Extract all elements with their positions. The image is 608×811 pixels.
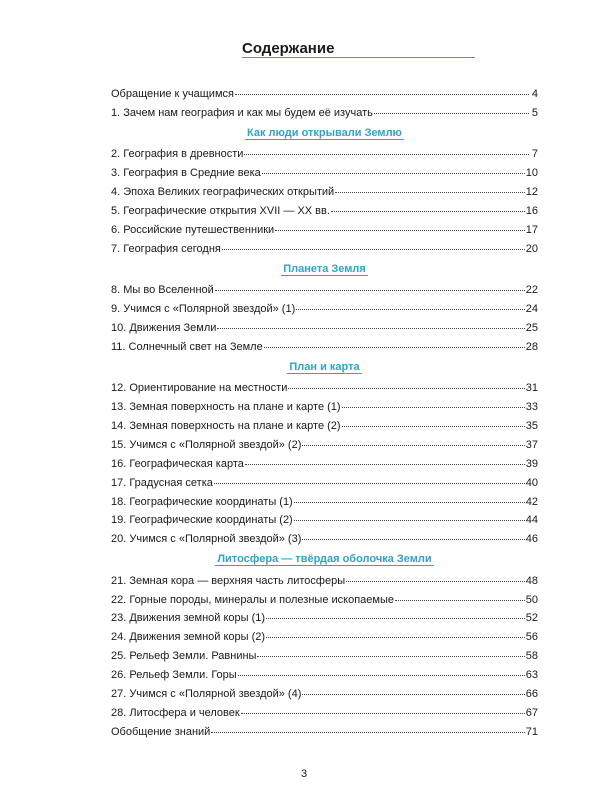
- toc-entry-page: 71: [525, 725, 538, 738]
- dot-leader: [211, 720, 524, 733]
- toc-entry-page: 63: [525, 669, 538, 682]
- dot-leader: [346, 569, 525, 582]
- dot-leader: [241, 701, 525, 714]
- dot-leader: [288, 376, 524, 389]
- toc-entry-label: 26. Рельеф Земли. Горы: [111, 669, 237, 682]
- dot-leader: [266, 625, 525, 638]
- toc-entry: [111, 722, 538, 741]
- toc-entry-label: 28. Литосфера и человек: [111, 706, 240, 719]
- table-of-contents: [111, 84, 538, 741]
- toc-entry-page: 12: [525, 186, 538, 199]
- toc-entry-page: 31: [525, 382, 538, 395]
- toc-entry: [111, 529, 538, 548]
- toc-entry-label: 15. Учимся с «Полярной звездой» (2): [111, 438, 302, 451]
- toc-entry-label: Обращение к учащимся: [111, 88, 234, 100]
- toc-entry-page: 66: [525, 688, 538, 701]
- dot-leader: [294, 490, 525, 503]
- toc-entry-page: 50: [525, 593, 538, 606]
- toc-section: [111, 356, 538, 549]
- dot-leader: [342, 395, 525, 408]
- toc-entry-label: 5. Географические открытия XVII — XX вв.: [111, 204, 330, 217]
- dot-leader: [214, 471, 525, 484]
- section-heading: [111, 548, 538, 571]
- toc-entry-page: 24: [525, 303, 538, 316]
- toc-entry-page: 58: [525, 650, 538, 663]
- sections: [111, 122, 538, 741]
- toc-entry-page: 52: [525, 612, 538, 625]
- toc-entry-label: 2. География в древности: [111, 148, 244, 161]
- toc-entry-label: 27. Учимся с «Полярной звездой» (4): [111, 688, 302, 701]
- toc-entry-label: 3. География в Средние века: [111, 167, 261, 180]
- toc-entry-page: 33: [525, 401, 538, 414]
- dot-leader: [294, 508, 525, 521]
- dot-leader: [238, 663, 525, 676]
- toc-entry-label: 24. Движения земной коры (2): [111, 631, 266, 644]
- toc-entry-page: 37: [525, 438, 538, 451]
- toc-entry-page: 48: [525, 574, 538, 587]
- section-heading-text: Как люди открывали Землю: [247, 126, 402, 139]
- section-heading-text: План и карта: [289, 360, 360, 373]
- toc-entry-page: 10: [525, 167, 538, 180]
- toc-entry-label: 21. Земная кора — верхняя часть литосферы: [111, 574, 346, 587]
- dot-leader: [262, 161, 525, 174]
- toc-entry-label: 14. Земная поверхность на плане и карте (2): [111, 419, 341, 432]
- toc-entry-label: Обобщение знаний: [111, 725, 211, 738]
- toc-entry-page: 25: [525, 321, 538, 334]
- dot-leader: [296, 297, 525, 310]
- toc-entry-label: 18. Географические координаты (1): [111, 495, 293, 508]
- toc-entry-page: 67: [525, 706, 538, 719]
- toc-entry-label: 19. Географические координаты (2): [111, 514, 293, 527]
- toc-entry-label: 6. Российские путешественники: [111, 223, 275, 236]
- dot-leader: [275, 218, 525, 231]
- toc-entry-page: 22: [525, 284, 538, 297]
- dot-leader: [342, 414, 525, 427]
- toc-entry-label: 13. Земная поверхность на плане и карте (1): [111, 401, 341, 414]
- toc-entry-page: 39: [525, 457, 538, 470]
- intro-entries: [111, 84, 538, 122]
- dot-leader: [302, 682, 524, 695]
- toc-entry-page: 56: [525, 631, 538, 644]
- dot-leader: [266, 606, 525, 619]
- dot-leader: [302, 527, 524, 540]
- section-heading: [111, 122, 538, 145]
- toc-entry-page: 7: [531, 148, 538, 161]
- dot-leader: [331, 199, 525, 212]
- toc-entry-label: 23. Движения земной коры (1): [111, 612, 266, 625]
- section-heading-text: Планета Земля: [283, 262, 366, 275]
- toc-entry-label: 22. Горные породы, минералы и полезные ископаемые: [111, 593, 394, 606]
- dot-leader: [244, 142, 529, 155]
- toc-section: [111, 548, 538, 741]
- toc-entry-page: 35: [525, 419, 538, 432]
- toc-entry-page: 40: [525, 476, 538, 489]
- toc-entry-page: 4: [531, 88, 538, 100]
- toc-entry-label: 9. Учимся с «Полярной звездой» (1): [111, 303, 296, 316]
- page-number: 3: [300, 768, 308, 780]
- dot-leader: [257, 644, 524, 657]
- dot-leader: [245, 452, 525, 465]
- section-heading: [111, 258, 538, 281]
- section-heading-text: Литосфера — твёрдая оболочка Земли: [217, 553, 432, 566]
- toc-section: [111, 258, 538, 356]
- toc-entry-label: 20. Учимся с «Полярной звездой» (3): [111, 533, 302, 546]
- page-title: Содержание: [242, 40, 335, 57]
- toc-entry-label: 4. Эпоха Великих географических открытий: [111, 186, 335, 199]
- toc-entry-page: 5: [531, 106, 538, 119]
- dot-leader: [374, 101, 529, 114]
- toc-entry-page: 42: [525, 495, 538, 508]
- toc-section: [111, 122, 538, 258]
- toc-entry-page: 20: [525, 242, 538, 255]
- toc-entry-label: 7. География сегодня: [111, 242, 221, 255]
- toc-entry-page: 17: [525, 223, 538, 236]
- title-underline: [242, 57, 475, 58]
- toc-entry-label: 8. Мы во Вселенной: [111, 284, 214, 297]
- toc-entry-label: 16. Географическая карта: [111, 457, 244, 470]
- toc-entry-label: 11. Солнечный свет на Земле: [111, 340, 263, 353]
- toc-entry-label: 12. Ориентирование на местности: [111, 382, 288, 395]
- toc-entry-label: 1. Зачем нам география и как мы будем её изучать: [111, 106, 373, 119]
- dot-leader: [395, 588, 525, 601]
- dot-leader: [222, 237, 525, 250]
- toc-entry: [111, 239, 538, 258]
- dot-leader: [235, 82, 529, 95]
- dot-leader: [264, 335, 525, 348]
- toc-entry-label: 17. Градусная сетка: [111, 476, 213, 489]
- dot-leader: [217, 316, 524, 329]
- dot-leader: [302, 433, 524, 446]
- toc-entry-label: 25. Рельеф Земли. Равнины: [111, 650, 257, 663]
- toc-entry: [111, 337, 538, 356]
- dot-leader: [215, 278, 525, 291]
- dot-leader: [335, 180, 525, 193]
- section-heading: [111, 356, 538, 379]
- toc-entry-page: 28: [525, 340, 538, 353]
- toc-entry-page: 46: [525, 533, 538, 546]
- toc-entry-page: 44: [525, 514, 538, 527]
- toc-entry-label: 10. Движения Земли: [111, 321, 217, 334]
- toc-entry-page: 16: [525, 204, 538, 217]
- toc-entry: [111, 103, 538, 122]
- title-block: [242, 40, 475, 64]
